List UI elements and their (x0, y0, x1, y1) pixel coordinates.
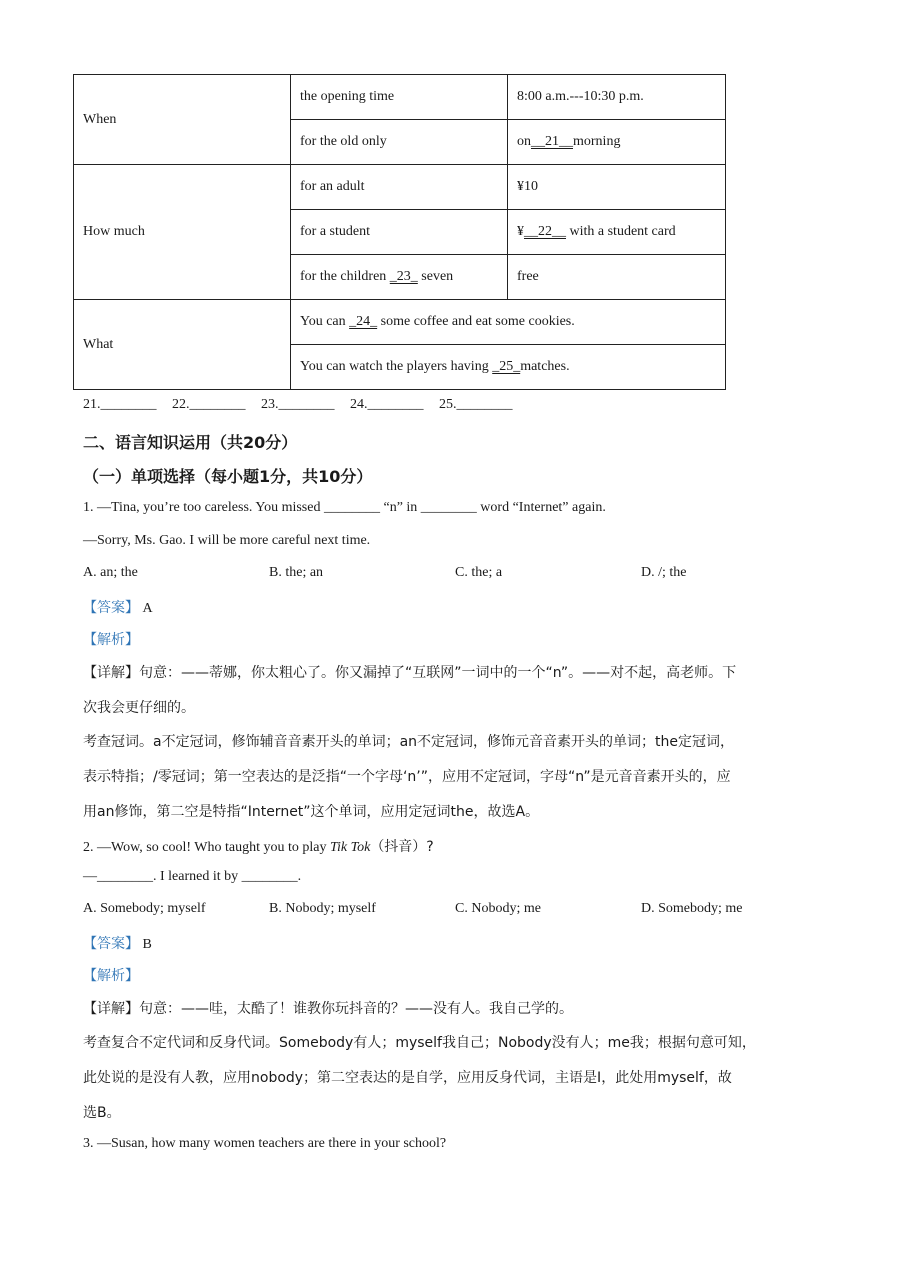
table-row (74, 300, 726, 345)
answer-blank[interactable]: 23.________ (261, 397, 335, 412)
table-cell: on__21__morning (508, 120, 726, 165)
explanation-line: 【详解】句意：——哇，太酷了！谁教你玩抖音的？——没有人。我自己学的。 (83, 1001, 573, 1017)
question-2-stem: 2. —Wow, so cool! Who taught you to play Tik Tok（抖音）? (83, 839, 434, 855)
question-1-stem: 1. —Tina, you’re too careless. You missed ________ “n” in ________ word “Internet” again. (83, 500, 606, 515)
explanation-line: 选B。 (83, 1105, 121, 1121)
explanation-line: 此处说的是没有人教，应用nobody；第二空表达的是自学，应用反身代词，主语是I，此处用myself，故 (83, 1070, 732, 1086)
explanation-line: 表示特指；/零冠词；第一空表达的是泛指“一个字母‘n’”，应用不定冠词，字母“n”是元音音素开头的，应 (83, 769, 731, 785)
blank-25: _25_ (492, 359, 521, 374)
blank-22: __22__ (524, 224, 566, 239)
table-row (74, 165, 726, 210)
option-a[interactable]: A. an; the (83, 565, 138, 580)
table-cell: for an adult (291, 165, 508, 210)
explanation-line: 【详解】句意：——蒂娜，你太粗心了。你又漏掉了“互联网”一词中的一个“n”。——对不起，高老师。下 (83, 665, 737, 681)
table-cell: ¥__22__ with a student card (508, 210, 726, 255)
answer-line (83, 597, 153, 617)
section-heading: 二、语言知识运用（共20分） (83, 433, 298, 452)
option-d[interactable]: D. /; the (641, 565, 687, 580)
explanation-line: 次我会更仔细的。 (83, 700, 195, 716)
subsection-heading: （一）单项选择（每小题1分，共10分） (83, 467, 373, 486)
question-2-reply: —________. I learned it by ________. (83, 869, 302, 884)
table-cell: free (508, 255, 726, 300)
row-header-what: What (74, 300, 291, 390)
explanation-line: 考查冠词。a不定冠词，修饰辅音音素开头的单词；an不定冠词，修饰元音音素开头的单词；the定冠词， (83, 734, 735, 750)
option-b[interactable]: B. Nobody; myself (269, 901, 376, 916)
table-cell: ¥10 (508, 165, 726, 210)
answer-blanks (83, 397, 525, 413)
option-d[interactable]: D. Somebody; me (641, 901, 743, 916)
analysis-label: 【解析】 (83, 632, 139, 648)
question-1-reply: —Sorry, Ms. Gao. I will be more careful next time. (83, 533, 371, 548)
answer-value: A (142, 601, 153, 616)
answer-blank[interactable]: 21.________ (83, 397, 157, 412)
question-3-stem: 3. —Susan, how many women teachers are there in your school? (83, 1136, 447, 1151)
answer-label: 【答案】 (83, 600, 139, 616)
table-cell: the opening time (291, 75, 508, 120)
option-a[interactable]: A. Somebody; myself (83, 901, 206, 916)
answer-line (83, 933, 152, 953)
blank-23: _23_ (389, 269, 418, 284)
row-header-when: When (74, 75, 291, 165)
table-cell: 8:00 a.m.---10:30 p.m. (508, 75, 726, 120)
tik-tok-italic: Tik Tok (329, 840, 371, 855)
answer-blank[interactable]: 24.________ (350, 397, 424, 412)
analysis-label: 【解析】 (83, 968, 139, 984)
answer-value: B (142, 937, 152, 952)
answer-label: 【答案】 (83, 936, 139, 952)
table-cell: for a student (291, 210, 508, 255)
blank-21: __21__ (531, 134, 573, 149)
info-table (73, 74, 726, 390)
blank-24: _24_ (349, 314, 378, 329)
option-c[interactable]: C. the; a (455, 565, 503, 580)
table-row (74, 75, 726, 120)
option-c[interactable]: C. Nobody; me (455, 901, 541, 916)
table-cell: You can _24_ some coffee and eat some cookies. (291, 300, 726, 345)
row-header-how-much: How much (74, 165, 291, 300)
option-b[interactable]: B. the; an (269, 565, 324, 580)
answer-blank[interactable]: 25.________ (439, 397, 513, 412)
explanation-line: 用an修饰，第二空是特指“Internet”这个单词，应用定冠词the，故选A。 (83, 804, 540, 820)
table-cell: for the children _23_ seven (291, 255, 508, 300)
explanation-line: 考查复合不定代词和反身代词。Somebody有人；myself我自己；Nobody没有人；me我；根据句意可知， (83, 1035, 756, 1051)
table-cell: You can watch the players having _25_matches. (291, 345, 726, 390)
answer-blank[interactable]: 22.________ (172, 397, 246, 412)
table-cell: for the old only (291, 120, 508, 165)
